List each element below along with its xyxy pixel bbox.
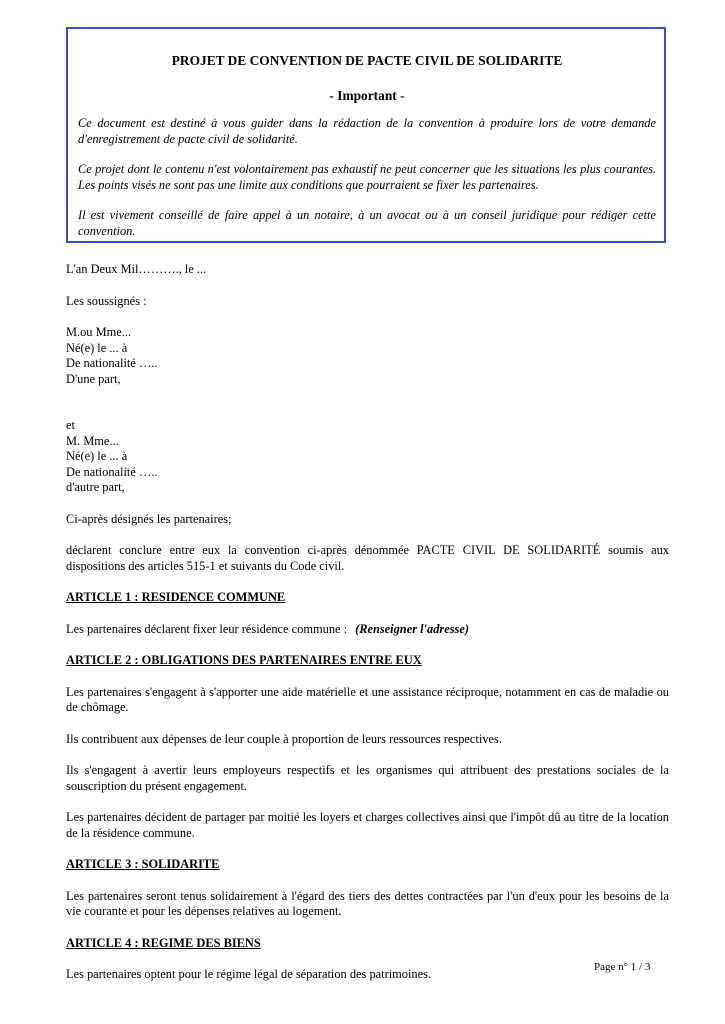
convention-body	[66, 262, 669, 983]
notice-paragraph-3: Il est vivement conseillé de faire appel à un notaire, à un avocat ou à un conseil juridique pour rédiger cette convention.	[78, 208, 656, 238]
party-2-block	[66, 418, 669, 496]
article-1-sentence: Les partenaires déclarent fixer leur résidence commune :	[66, 621, 348, 636]
article-2-paragraph-1: Les partenaires s'engagent à s'apporter une aide matérielle et une assistance réciproque, notamment en cas de maladie ou de chômage.	[66, 684, 669, 714]
document-title: PROJET DE CONVENTION DE PACTE CIVIL DE SOLIDARITE	[171, 53, 563, 68]
party-2-name: M. Mme...	[66, 433, 119, 448]
date-line: L'an Deux Mil………., le ...	[66, 262, 207, 276]
article-4-text: Les partenaires optent pour le régime légal de séparation des patrimoines.	[66, 967, 432, 981]
article-2-paragraph-2: Ils contribuent aux dépenses de leur couple à proportion de leurs ressources respectives.	[66, 731, 502, 746]
party-2-conjunction: et	[66, 418, 75, 432]
article-2-title: ARTICLE 2 : OBLIGATIONS DES PARTENAIRES ENTRE EUX	[66, 653, 422, 667]
declaration-paragraph: déclarent conclure entre eux la convention ci-après dénommée PACTE CIVIL DE SOLIDARITÉ soumis aux dispositions des articles 515-1 et suivants du Code civil.	[66, 543, 669, 573]
party-2-birth: Né(e) le ... à	[66, 449, 128, 463]
page-number: Page n° 1 / 3	[594, 961, 651, 973]
party-1-birth: Né(e) le ... à	[66, 340, 128, 355]
party-1-side: D'une part,	[66, 371, 121, 386]
party-1-name: M.ou Mme...	[66, 325, 132, 339]
article-1-title: ARTICLE 1 : RESIDENCE COMMUNE	[66, 590, 286, 604]
notice-paragraph-2: Ce projet dont le contenu n'est volontairement pas exhaustif ne peut concerner que les situations les plus courantes. Les points visés ne sont pas une limite aux conditions que pourraient se fixer les partenaires.	[78, 162, 656, 192]
party-1-nationality: De nationalité …..	[66, 356, 158, 370]
article-1-text	[66, 622, 669, 638]
undersigned-line: Les soussignés :	[66, 293, 147, 308]
notice-paragraph-1: Ce document est destiné à vous guider dans la rédaction de la convention à produire lors de votre demande d'enregistrement de pacte civil de solidarité.	[78, 116, 656, 146]
party-2-nationality: De nationalité …..	[66, 464, 158, 479]
article-3-text: Les partenaires seront tenus solidairement à l'égard des tiers des dettes contractées par l'un d'eux pour les besoins de la vie courante et pour les dépenses relatives au logement.	[66, 888, 669, 918]
party-1-block	[66, 325, 669, 387]
article-4-title: ARTICLE 4 : REGIME DES BIENS	[66, 935, 261, 950]
party-2-side: d'autre part,	[66, 480, 125, 494]
designated-line: Ci-après désignés les partenaires;	[66, 511, 232, 526]
article-3-title: ARTICLE 3 : SOLIDARITE	[66, 857, 220, 871]
important-heading: - Important -	[329, 87, 405, 103]
address-hint: (Renseigner l'adresse)	[355, 621, 469, 636]
article-2-paragraph-4: Les partenaires décident de partager par moitié les loyers et charges collectives ainsi que l'impôt dû au titre de la location de la résidence commune.	[66, 810, 669, 840]
important-notice-box	[66, 27, 666, 243]
article-2-paragraph-3: Ils s'engagent à avertir leurs employeurs respectifs et les organismes qui attribuent des prestations sociales de la souscription du présent engagement.	[66, 763, 669, 793]
